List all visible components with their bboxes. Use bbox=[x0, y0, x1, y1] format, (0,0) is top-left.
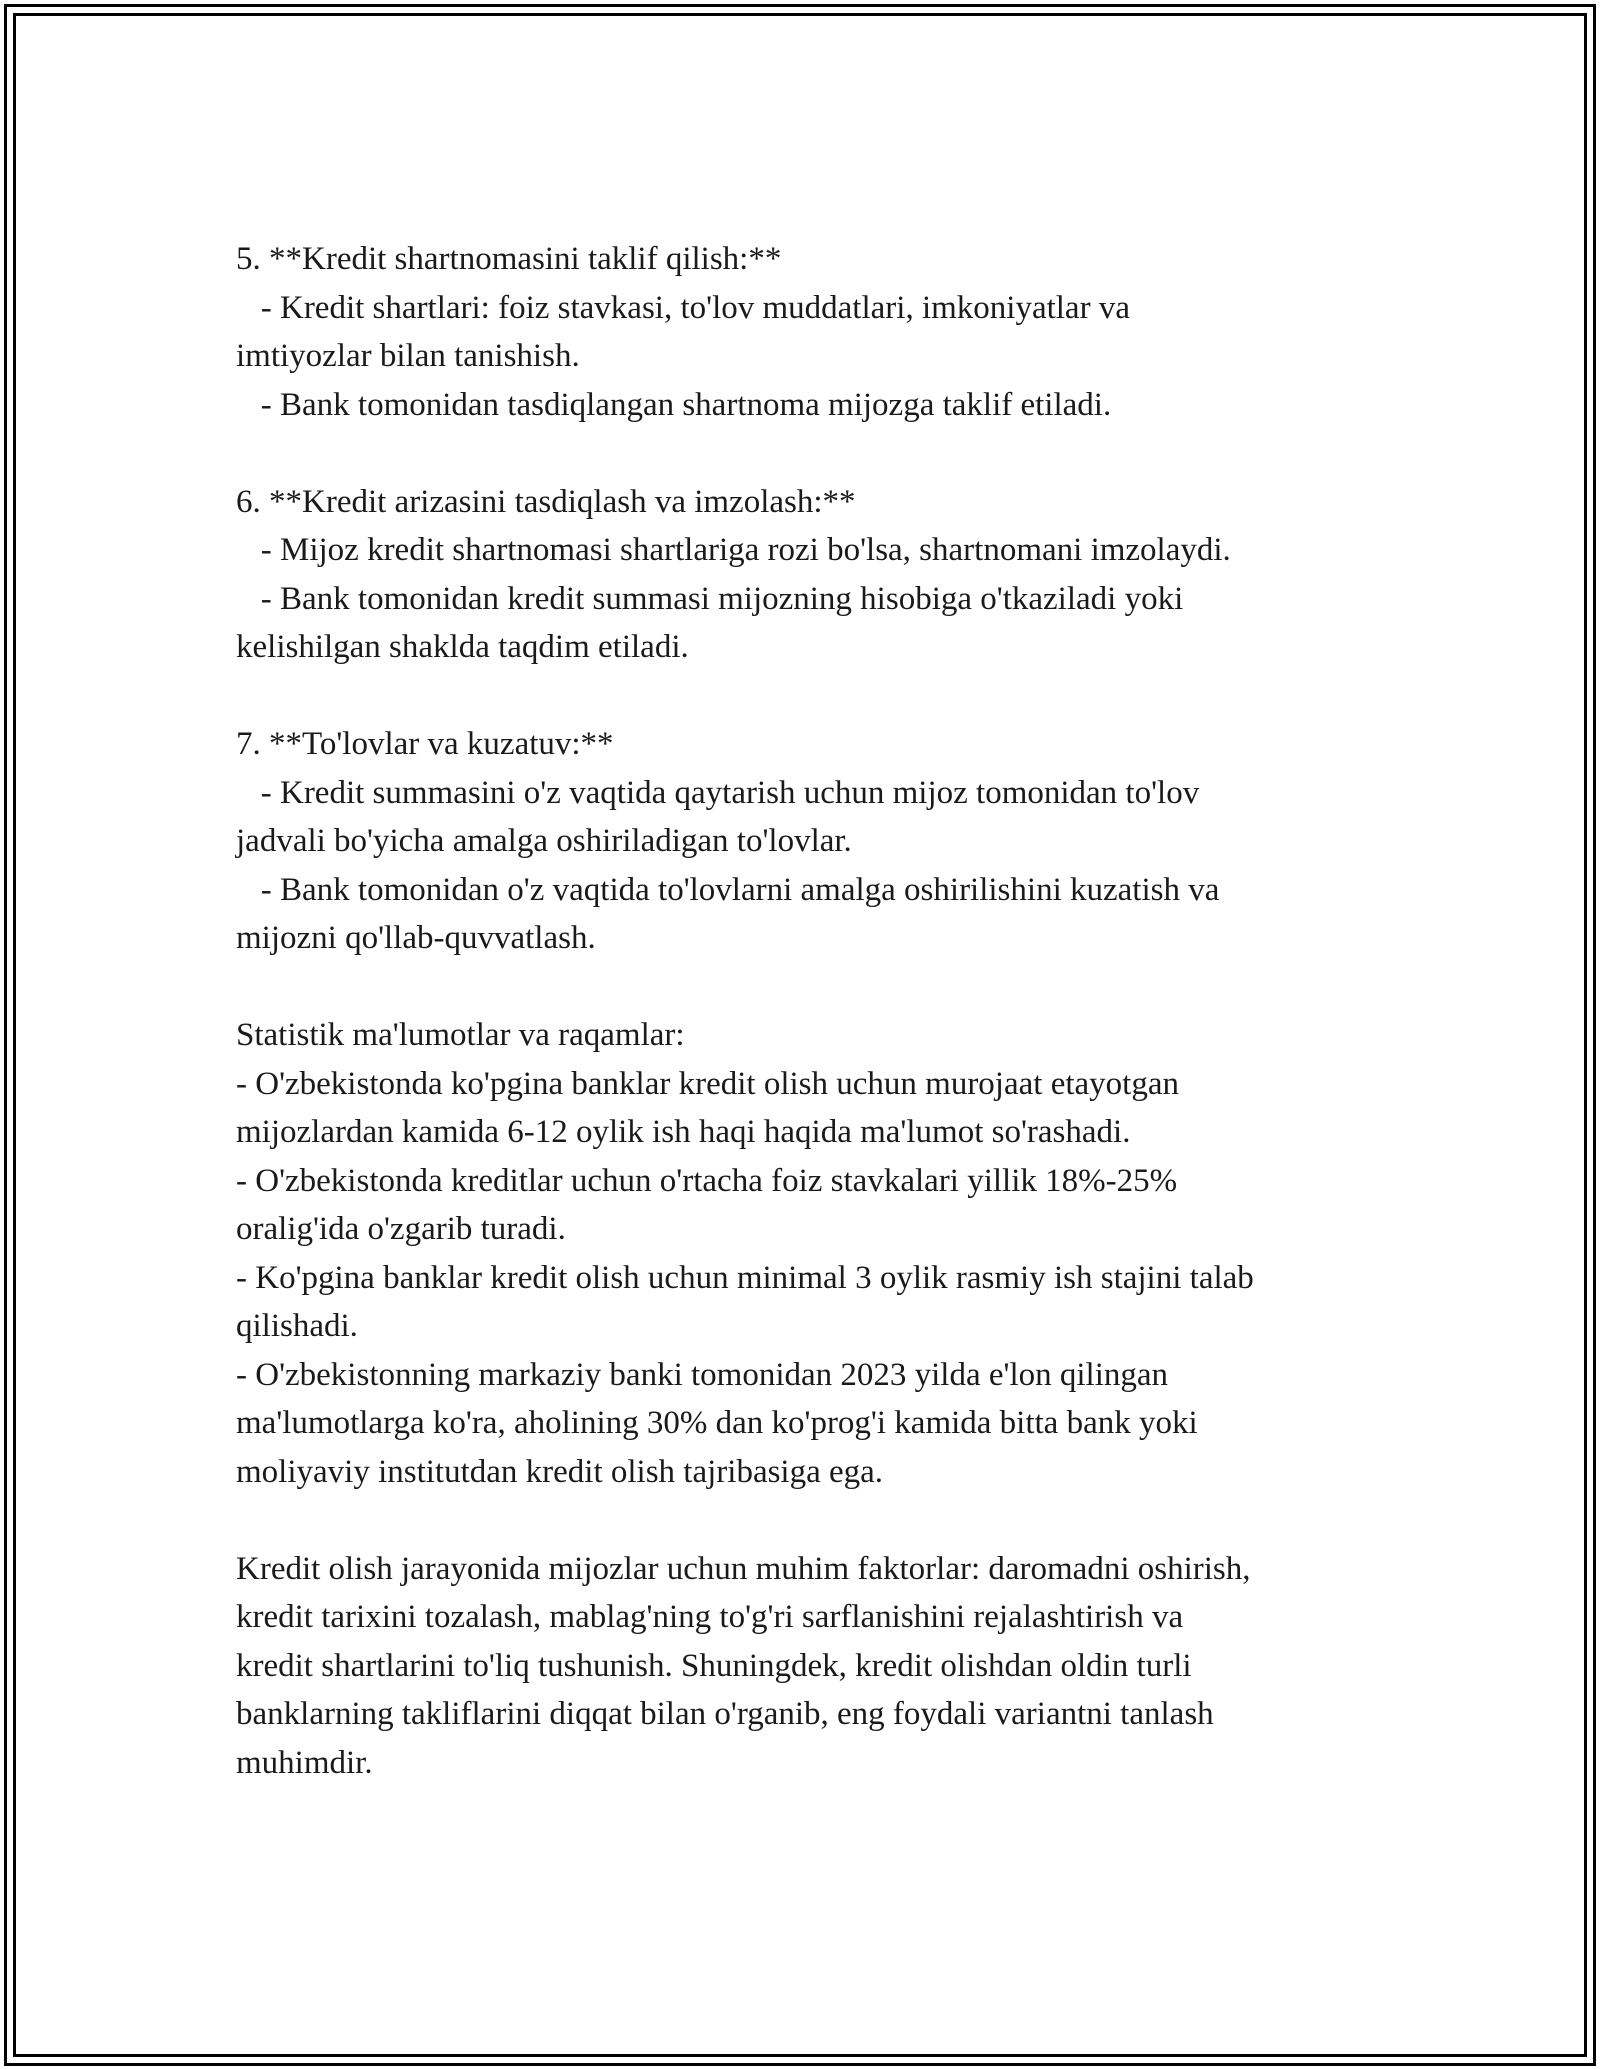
list-item-continuation: jadvali bo'yicha amalga oshiriladigan to'lovlar. bbox=[236, 823, 852, 859]
paragraph-gap bbox=[236, 963, 1386, 1012]
section-heading: 6. **Kredit arizasini tasdiqlash va imzolash:** bbox=[236, 483, 856, 520]
list-item-continuation: imtiyozlar bilan tanishish. bbox=[236, 338, 580, 374]
list-item: - O'zbekistonning markaziy banki tomonidan 2023 yilda e'lon qilingan bbox=[236, 1356, 1169, 1393]
list-item-continuation: ma'lumotlarga ko'ra, aholining 30% dan ko'prog'i kamida bitta bank yoki bbox=[236, 1405, 1198, 1441]
list-item: - Bank tomonidan o'z vaqtida to'lovlarni amalga oshirilishini kuzatish va bbox=[236, 871, 1220, 908]
document-body bbox=[236, 235, 1386, 1787]
list-item-continuation: mijozlardan kamida 6-12 oylik ish haqi haqida ma'lumot so'rashadi. bbox=[236, 1114, 1131, 1150]
list-item: - O'zbekistonda ko'pgina banklar kredit olish uchun murojaat etayotgan bbox=[236, 1065, 1179, 1102]
section-heading: 7. **To'lovlar va kuzatuv:** bbox=[236, 726, 614, 762]
paragraph-line: Kredit olish jarayonida mijozlar uchun muhim faktorlar: daromadni oshirish, bbox=[236, 1550, 1251, 1587]
list-item: - Ko'pgina banklar kredit olish uchun minimal 3 oylik rasmiy ish stajini talab bbox=[236, 1259, 1254, 1296]
list-item-continuation: moliyaviy institutdan kredit olish tajribasiga ega. bbox=[236, 1453, 884, 1490]
list-item: - Kredit summasini o'z vaqtida qaytarish uchun mijoz tomonidan to'lov bbox=[236, 774, 1200, 811]
list-item: - Bank tomonidan kredit summasi mijozning hisobiga o'tkaziladi yoki bbox=[236, 580, 1184, 617]
section-payments-monitoring bbox=[236, 720, 1386, 963]
section-heading: 5. **Kredit shartnomasini taklif qilish:** bbox=[236, 241, 782, 277]
section-statistics bbox=[236, 1011, 1386, 1496]
paragraph-gap bbox=[236, 429, 1386, 478]
paragraph-line: kredit shartlarini to'liq tushunish. Shuningdek, kredit olishdan oldin turli bbox=[236, 1647, 1192, 1684]
list-item-continuation: mijozni qo'llab-quvvatlash. bbox=[236, 920, 596, 956]
section-application-approval bbox=[236, 478, 1386, 672]
paragraph-gap bbox=[236, 1496, 1386, 1545]
list-item: - Bank tomonidan tasdiqlangan shartnoma mijozga taklif etiladi. bbox=[236, 386, 1112, 423]
list-item-continuation: qilishadi. bbox=[236, 1308, 358, 1344]
paragraph-line: banklarning takliflarini diqqat bilan o'rganib, eng foydali variantni tanlash bbox=[236, 1696, 1214, 1732]
paragraph-line: kredit tarixini tozalash, mablag'ning to'g'ri sarflanishini rejalashtirish va bbox=[236, 1599, 1184, 1635]
section-loan-agreement-offer bbox=[236, 235, 1386, 429]
section-heading: Statistik ma'lumotlar va raqamlar: bbox=[236, 1017, 685, 1053]
paragraph-gap bbox=[236, 672, 1386, 721]
list-item: - Kredit shartlari: foiz stavkasi, to'lov muddatlari, imkoniyatlar va bbox=[236, 289, 1130, 326]
paragraph-line: muhimdir. bbox=[236, 1744, 373, 1781]
list-item: - O'zbekistonda kreditlar uchun o'rtacha foiz stavkalari yillik 18%-25% bbox=[236, 1162, 1178, 1199]
list-item-continuation: oralig'ida o'zgarib turadi. bbox=[236, 1211, 566, 1247]
section-key-factors bbox=[236, 1545, 1386, 1788]
list-item-continuation: kelishilgan shaklda taqdim etiladi. bbox=[236, 629, 689, 665]
list-item: - Mijoz kredit shartnomasi shartlariga rozi bo'lsa, shartnomani imzolaydi. bbox=[236, 532, 1231, 568]
